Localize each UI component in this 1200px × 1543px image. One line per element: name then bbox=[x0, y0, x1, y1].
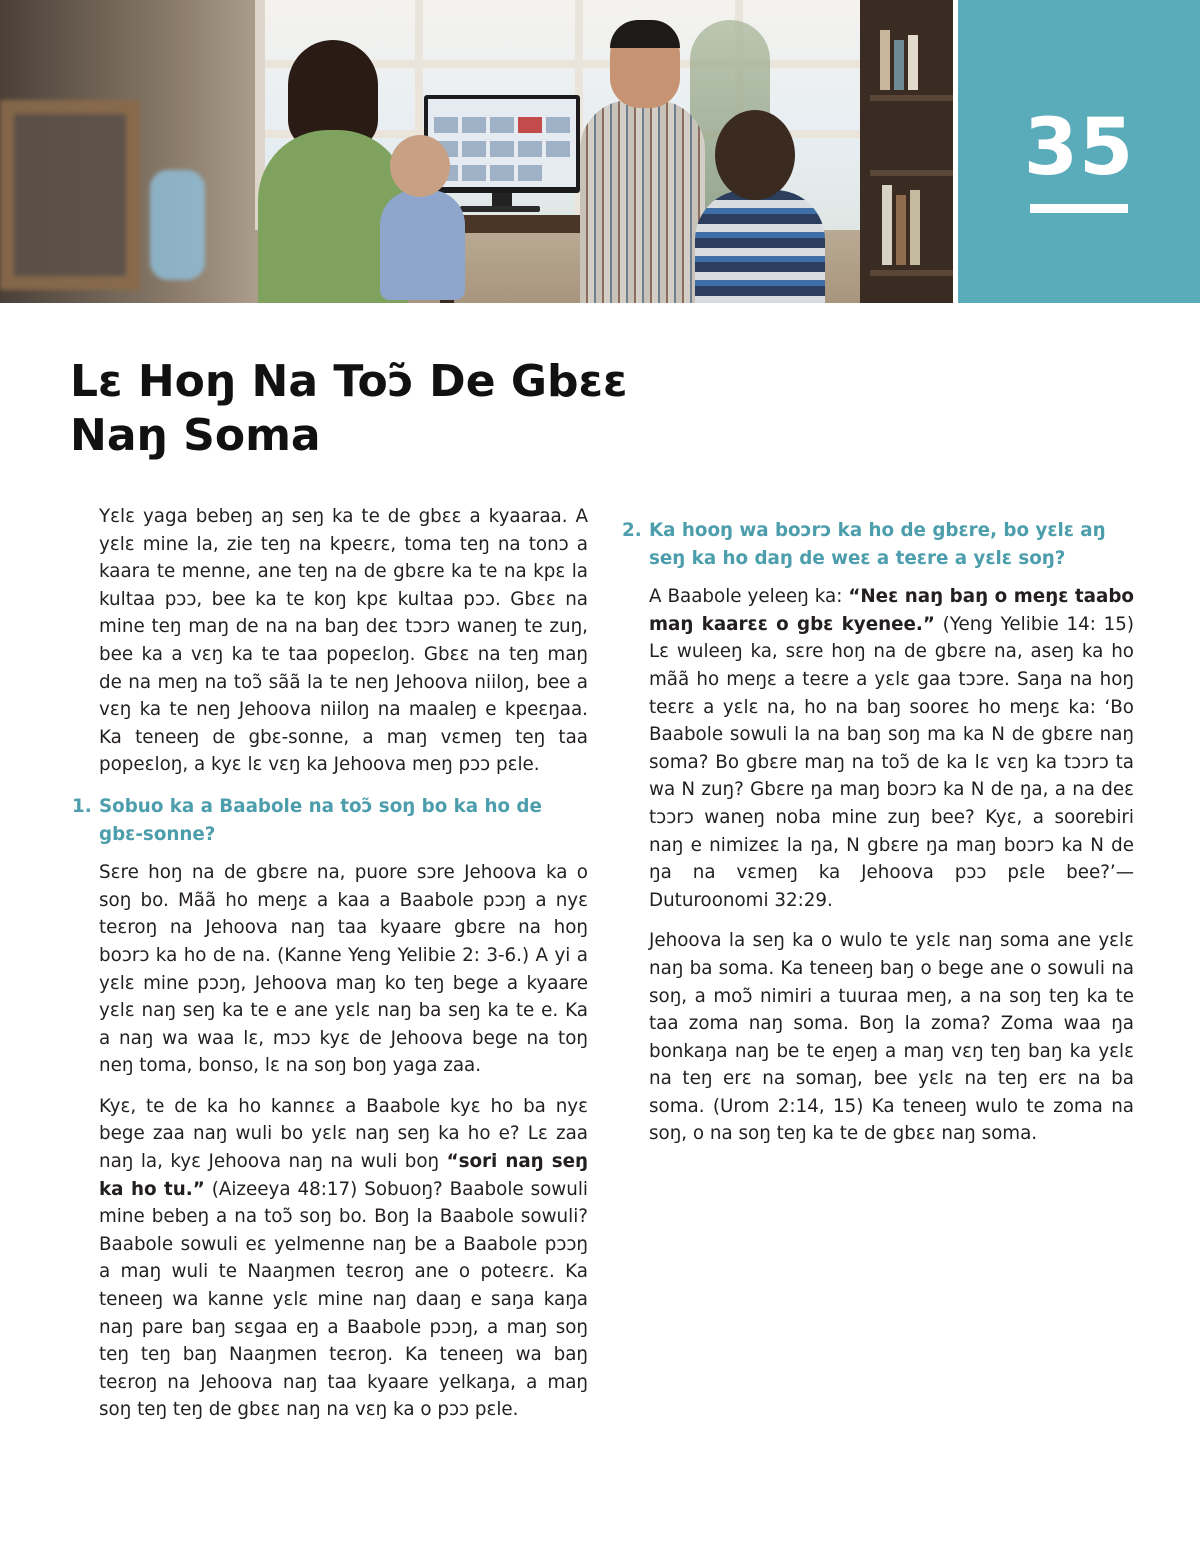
intro-paragraph: Yɛlɛ yaga bebeŋ aŋ seŋ ka te de gbɛɛ a kyaaraa. A yɛlɛ mine la, zie teŋ na kpeɛrɛ, toma teŋ na tonɔ a kaara te menne, ane teŋ na de gbɛre ka te na kpɛ la kultaa pɔɔ, bee ka te koŋ kpɛ kultaa pɔɔ. Gbɛɛ na mine teŋ maŋ de na na baŋ deɛ tɔɔrɔ waneŋ te zuŋ, bee ka a vɛŋ ka te taa popeɛloŋ. Gbɛɛ na teŋ maŋ de na meŋ na toɔ̃ sãã la te neŋ Jehoova niiloŋ, bee a vɛŋ ka te neŋ Jehoova niiloŋ na maaleŋ e kpeɛŋaa. Ka teneeŋ de gbɛ-sonne, a maŋ vɛmeŋ teŋ taa popeɛloŋ, a kyɛ lɛ vɛŋ ka Jehoova meŋ pɔɔ pɛle. bbox=[99, 506, 588, 776]
photo-frame bbox=[0, 100, 140, 290]
photo-boy bbox=[695, 110, 835, 303]
q1-paragraph-2: Kyɛ, te de ka ho kannɛɛ a Baabole kyɛ ho ba nyɛ bege zaa naŋ wuli bo yɛlɛ naŋ seŋ ka ho e? Lɛ zaa naŋ la, kyɛ Jehoova naŋ na wuli boŋ “sori naŋ seŋ ka ho tu.” (Aizeeya 48:17) Sobuoŋ? Baabole sowuli mine bebeŋ a na toɔ̃ soŋ bo. Boŋ la Baabole sowuli? Baabole sowuli eɛ yelmenne naŋ be a Baabole pɔɔŋ a maŋ wuli te Naaŋmen teɛroŋ ane o poteɛrɛ. Ka teneeŋ wa kanne yɛlɛ mine naŋ daaŋ e saŋa kaŋa naŋ pare baŋ sɛgaa eŋ a Baabole pɔɔŋ, a maŋ soŋ teŋ teŋ baŋ Naaŋmen teɛroŋ. Ka teneeŋ wa baŋ teɛroŋ na Jehoova naŋ taa kyaare yelkaŋa, a maŋ soŋ teŋ teŋ de gbɛɛ naŋ na vɛŋ ka o pɔɔ pɛle. bbox=[99, 1095, 589, 1421]
page-title: Lɛ Hoŋ Na Toɔ̃ De Gbɛɛ Naŋ Soma bbox=[70, 356, 628, 461]
question-1 bbox=[72, 793, 588, 848]
photo-keyboard bbox=[460, 206, 540, 212]
chapter-number: 35 bbox=[1023, 103, 1135, 193]
right-column bbox=[622, 503, 1134, 1161]
photo-bookshelf bbox=[860, 0, 953, 303]
scripture-quote: “Neɛ naŋ baŋ o meŋɛ taabo maŋ kaarɛɛ o gbɛ kyenee.” bbox=[649, 586, 1134, 635]
question-text: Ka hooŋ wa boɔrɔ ka ho de gbɛre, bo yɛlɛ aŋ seŋ ka ho daŋ de weɛ a teɛre a yɛlɛ soŋ? bbox=[649, 520, 1106, 569]
scripture-quote: “sori naŋ seŋ ka ho tu.” bbox=[99, 1151, 588, 1200]
question-text: Sobuo ka a Baabole na toɔ̃ soŋ bo ka ho de gbɛ-sonne? bbox=[99, 795, 542, 845]
question-number: 1. bbox=[72, 795, 92, 817]
question-number: 2. bbox=[622, 520, 642, 541]
photo-bottle bbox=[150, 170, 205, 280]
q1-paragraph-1: Sɛre hoŋ na de gbɛre na, puore sɔre Jehoova ka o soŋ bo. Mãã ho meŋɛ a kaa a Baabole pɔɔŋ a nyɛ teɛroŋ na Jehoova naŋ taa kyaare gbɛre na hoŋ boɔrɔ ka ho de na. (Kanne Yeng Yelibie 2: 3-6.) A yi a yɛlɛ mine pɔɔŋ, Jehoova maŋ ko teŋ bege a kyaare yɛlɛ naŋ seŋ ka te e ane yɛlɛ naŋ ba seŋ ka te e. Ka a naŋ wa waa lɛ, mɔɔ kyɛ de Jehoova bege na toŋ neŋ toma, bonso, lɛ na soŋ boŋ yaga zaa. bbox=[99, 862, 588, 1077]
header-photo bbox=[0, 0, 953, 303]
chapter-underline bbox=[1030, 204, 1128, 213]
chapter-badge bbox=[958, 0, 1200, 303]
left-column bbox=[72, 503, 588, 1437]
q2-paragraph-2: Jehoova la seŋ ka o wulo te yɛlɛ naŋ soma ane yɛlɛ naŋ ba soma. Ka teneeŋ baŋ o bege ane o sowuli na soŋ, a moɔ̃ nimiri a tuuraa meŋ, a na soŋ teŋ ka te taa zoma naŋ soma. Boŋ la zoma? Zoma waa ŋa bonkaŋa naŋ be te eŋeŋ a maŋ vɛŋ teŋ baŋ ka yɛlɛ na teŋ erɛ na somaŋ, bee yɛlɛ na teŋ erɛ na ba soma. (Urom 2:14, 15) Ka teneeŋ wulo te zoma na soŋ, o na soŋ teŋ ka te de gbɛɛ naŋ soma. bbox=[649, 930, 1134, 1145]
q2-paragraph-1: A Baabole yeleeŋ ka: “Neɛ naŋ baŋ o meŋɛ taabo maŋ kaarɛɛ o gbɛ kyenee.” (Yeng Yelibie 14: 15) Lɛ wuleeŋ ka, sɛre hoŋ na de gbɛre na, aseŋ ka ho mãã ho meŋɛ a teɛre a yɛlɛ gaa tɔɔre. Saŋa na hoŋ teɛrɛ a yɛlɛ na, ho na baŋ sooreɛ ho meŋɛ ka: ‘Bo Baabole sowuli la na baŋ soŋ ma ka N de gbɛre naŋ soma? Bo gbɛre maŋ na toɔ̃ de ka lɛ vɛŋ ka tɔɔrɔ ta wa N zuŋ? Gbɛre ŋa maŋ boɔrɔ ka N de ŋa, a na deɛ tɔɔrɔ waneŋ noba mine zuŋ bee? Kyɛ, a soorebiri naŋ e nimizeɛ la ŋa, N gbɛre ŋa maŋ boɔrɔ ka N de ŋa na vɛmeŋ ka Jehoova pɔɔ pɛle bee?’—Duturoonomi 32:29. bbox=[649, 586, 1134, 911]
question-2 bbox=[622, 517, 1134, 572]
photo-man bbox=[570, 20, 710, 303]
photo-baby bbox=[380, 135, 470, 303]
